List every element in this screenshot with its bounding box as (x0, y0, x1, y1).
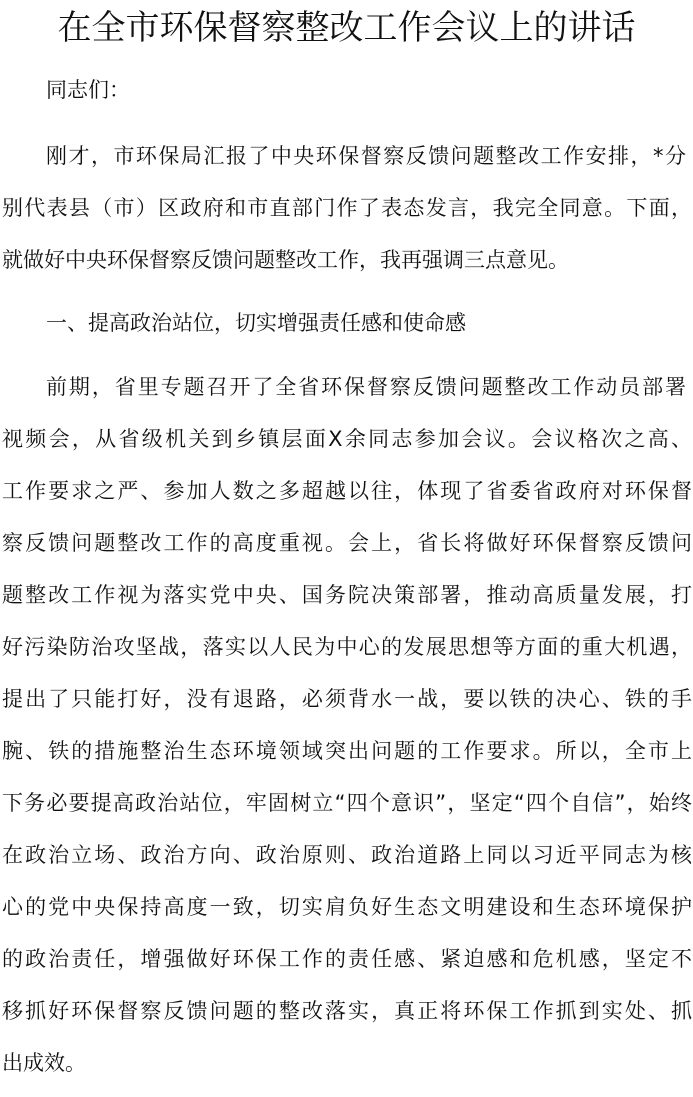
paragraph-line: 好污染防治攻坚战，落实以人民为中心的发展思想等方面的重大机遇， (2, 635, 692, 659)
paragraph-line: 视频会，从省级机关到乡镇层面X余同志参加会议。会议格次之高、 (2, 427, 692, 451)
paragraph-line: 别代表县（市）区政府和市直部门作了表态发言，我完全同意。下面， (2, 196, 692, 220)
paragraph-line: 前期，省里专题召开了全省环保督察反馈问题整改工作动员部署 (46, 375, 686, 399)
paragraph-line: 心的党中央保持高度一致，切实肩负好生态文明建设和生态环境保护 (2, 895, 692, 919)
paragraph-line: 工作要求之严、参加人数之多超越以往，体现了省委省政府对环保督 (2, 479, 692, 503)
paragraph-line: 题整改工作视为落实党中央、国务院决策部署，推动高质量发展，打 (2, 583, 692, 607)
paragraph-line: 提出了只能打好，没有退路，必须背水一战，要以铁的决心、铁的手 (2, 687, 692, 711)
paragraph-line: 察反馈问题整改工作的高度重视。会上，省长将做好环保督察反馈问 (2, 531, 692, 555)
paragraph-line: 腕、铁的措施整治生态环境领域突出问题的工作要求。所以，全市上 (2, 739, 692, 763)
section-heading: 一、提高政治站位，切实增强责任感和使命感 (46, 311, 466, 335)
salutation: 同志们： (46, 78, 130, 102)
paragraph-line: 在政治立场、政治方向、政治原则、政治道路上同以习近平同志为核 (2, 843, 692, 867)
paragraph-line: 下务必要提高政治站位，牢固树立“四个意识”，坚定“四个自信”，始终 (2, 791, 692, 815)
paragraph-line: 的政治责任，增强做好环保工作的责任感、紧迫感和危机感，坚定不 (2, 947, 692, 971)
paragraph-line: 就做好中央环保督察反馈问题整改工作，我再强调三点意见。 (2, 248, 569, 272)
paragraph-line: 刚才，市环保局汇报了中央环保督察反馈问题整改工作安排，*分 (46, 144, 686, 168)
document-title: 在全市环保督察整改工作会议上的讲话 (57, 8, 636, 48)
paragraph-line: 出成效。 (2, 1051, 86, 1075)
paragraph-line: 移抓好环保督察反馈问题的整改落实，真正将环保工作抓到实处、抓 (2, 999, 692, 1023)
